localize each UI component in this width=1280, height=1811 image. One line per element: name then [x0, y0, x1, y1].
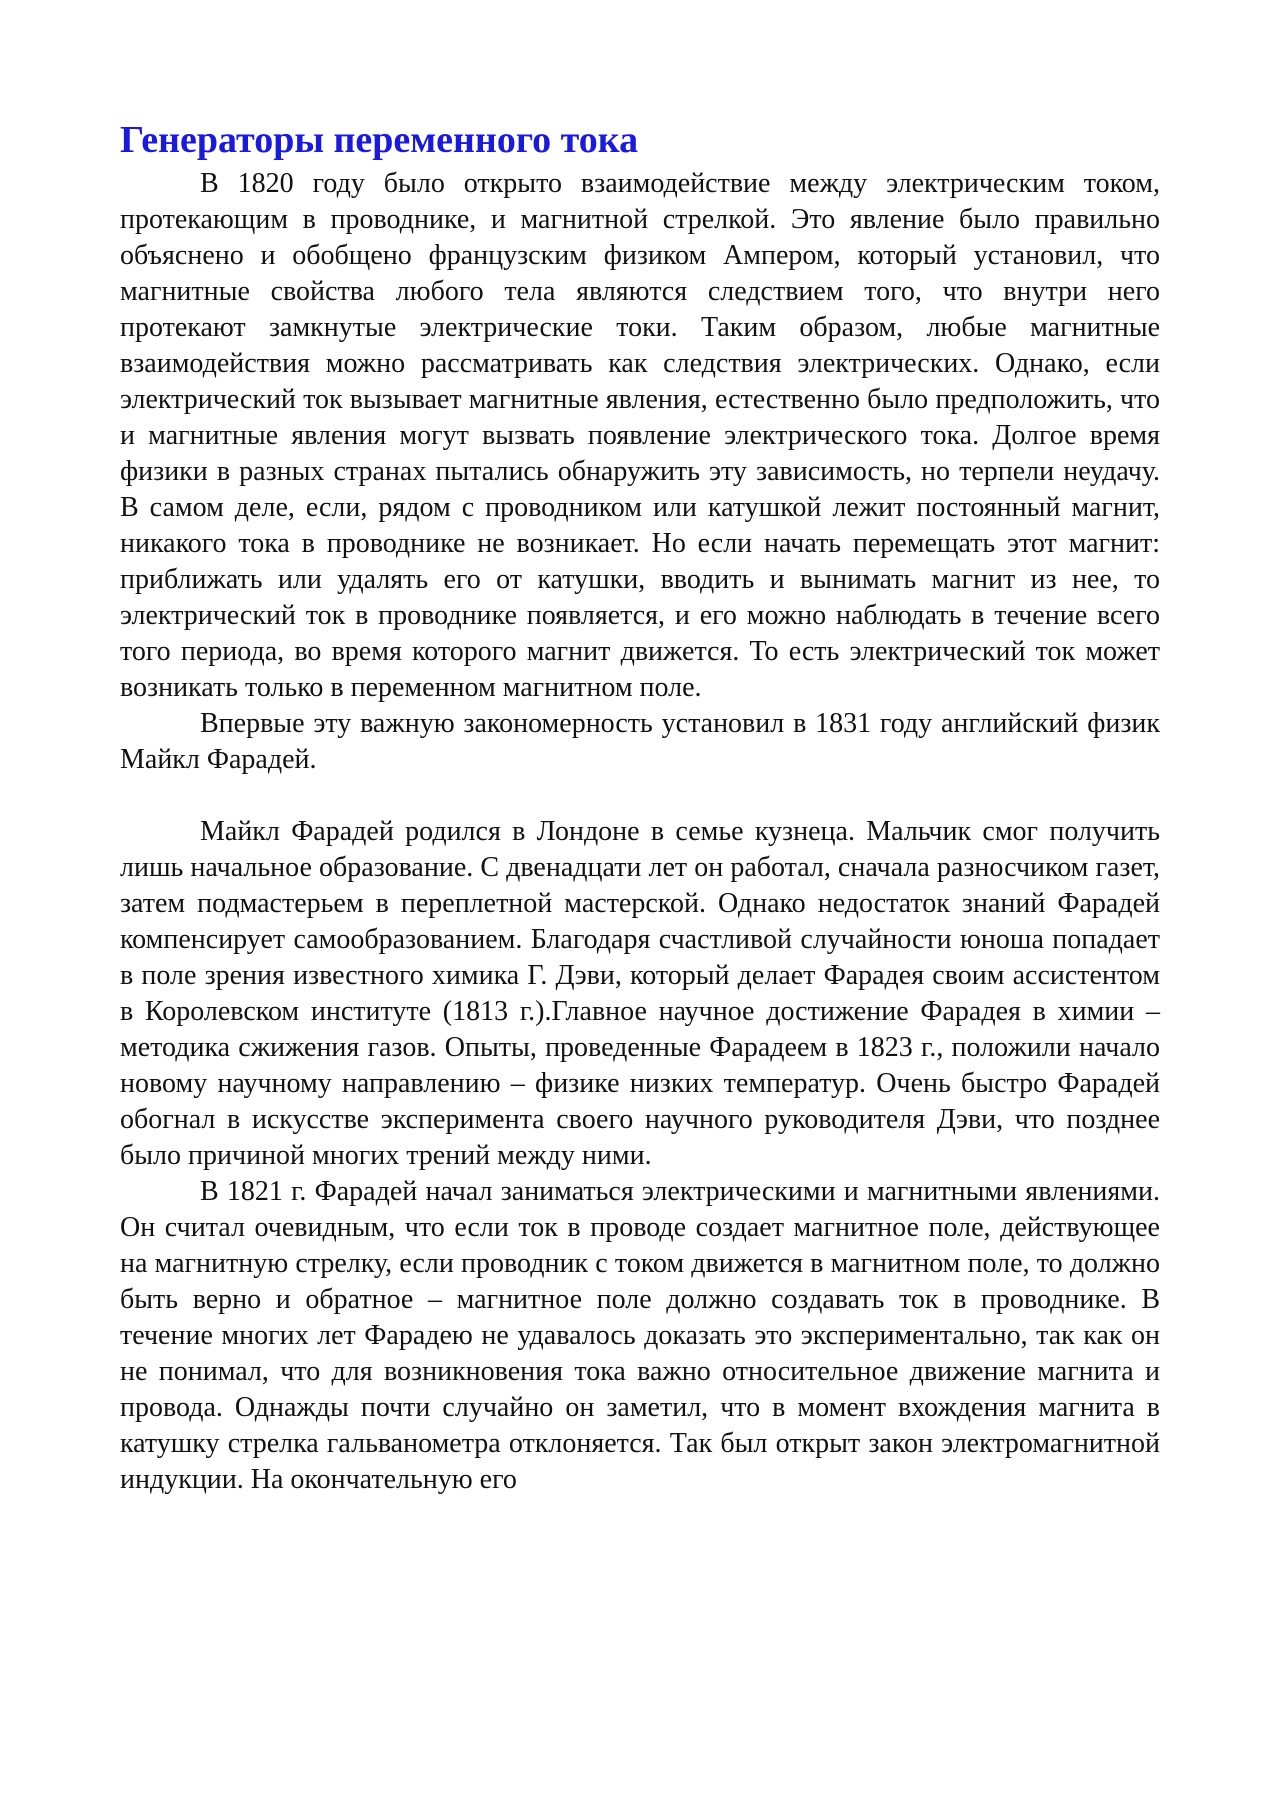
paragraph-faraday-biography: Майкл Фарадей родился в Лондоне в семье кузнеца. Мальчик смог получить лишь начальное образование. С двенадцати лет он работал, сначала разносчиком газет, затем подмастерьем в переплетной мастерской. Однако недостаток знаний Фарадей компенсирует самообразованием. Благодаря счастливой случайности юноша попадает в поле зрения известного химика Г. Дэви, который делает Фарадея своим ассистентом в Королевском институте (1813 г.).Главное научное достижение Фарадея в химии – методика сжижения газов. Опыты, проведенные Фарадеем в 1823 г., положили начало новому научному направлению – физике низких температур. Очень быстро Фарадей обогнал в искусстве эксперимента своего научного руководителя Дэви, что позднее было причиной многих трений между ними.: [120, 816, 1160, 1171]
paragraph-ampere: В 1820 году было открыто взаимодействие между электрическим током, протекающим в проводнике, и магнитной стрелкой. Это явление было правильно объяснено и обобщено французским физиком Ампером, который установил, что магнитные свойства любого тела являются следствием того, что внутри него протекают замкнутые электрические токи. Таким образом, любые магнитные взаимодействия можно рассматривать как следствия электрических. Однако, если электрический ток вызывает магнитные явления, естественно было предположить, что и магнитные явления могут вызвать появление электрического тока. Долгое время физики в разных странах пытались обнаружить эту зависимость, но терпели неудачу. В самом деле, если, рядом с проводником или катушкой лежит постоянный магнит, никакого тока в проводнике не возникает. Но если начать перемещать этот магнит: приближать или удалять его от катушки, вводить и вынимать магнит из нее, то электрический ток в проводнике появляется, и его можно наблюдать в течение всего того периода, во время которого магнит движется. То есть электрический ток может возникать только в переменном магнитном поле.: [120, 168, 1160, 703]
document-page: [120, 118, 1160, 1498]
document-title: Генераторы переменного тока: [120, 119, 639, 161]
paragraph-faraday-intro: Впервые эту важную закономерность установил в 1831 году английский физик Майкл Фарадей.: [120, 708, 1160, 775]
paragraph-faraday-induction: В 1821 г. Фарадей начал заниматься электрическими и магнитными явлениями. Он считал очевидным, что если ток в проводе создает магнитное поле, действующее на магнитную стрелку, если проводник с током движется в магнитном поле, то должно быть верно и обратное – магнитное поле должно создавать ток в проводнике. В течение многих лет Фарадею не удавалось доказать это экспериментально, так как он не понимал, что для возникновения тока важно относительное движение магнита и провода. Однажды почти случайно он заметил, что в момент вхождения магнита в катушку стрелка гальванометра отклоняется. Так был открыт закон электромагнитной индукции. На окончательную его: [120, 1176, 1160, 1495]
